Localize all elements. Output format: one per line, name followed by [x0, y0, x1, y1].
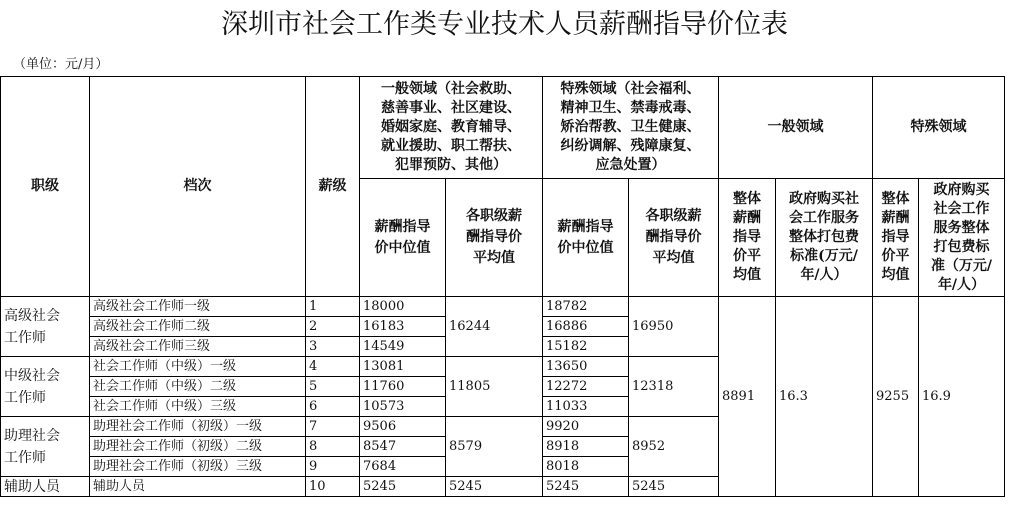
- special-median-cell: 11033: [543, 397, 629, 417]
- special-median-cell: 8918: [543, 437, 629, 457]
- general-median-cell: 11760: [360, 377, 446, 397]
- header-special-field: 特殊领域（社会福利、 精神卫生、禁毒戒毒、 矫治帮教、卫生健康、 纠纷调解、残障康复、 应急处置）: [543, 77, 719, 179]
- header-general-package: 政府购买社 会工作服务 整体打包费 标准(万元/ 年/人）: [776, 179, 873, 297]
- header-general-median: 薪酬指导 价中位值: [360, 179, 446, 297]
- grade-cell: 助理社会工作师（初级）二级: [90, 437, 306, 457]
- grade-cell: 高级社会工作师一级: [90, 297, 306, 317]
- special-level-avg-cell: 8952: [629, 417, 719, 477]
- special-median-cell: 5245: [543, 477, 629, 497]
- grade-cell: 辅助人员: [90, 477, 306, 497]
- general-median-cell: 9506: [360, 417, 446, 437]
- general-median-cell: 10573: [360, 397, 446, 417]
- special-median-cell: 15182: [543, 337, 629, 357]
- special-level-avg-cell: 12318: [629, 357, 719, 417]
- scale-cell: 7: [306, 417, 360, 437]
- general-median-cell: 8547: [360, 437, 446, 457]
- scale-cell: 3: [306, 337, 360, 357]
- header-scale: 薪级: [306, 77, 360, 297]
- header-general-level-avg: 各职级薪 酬指导价 平均值: [446, 179, 543, 297]
- header-special: 特殊领域: [873, 77, 1005, 179]
- scale-cell: 9: [306, 457, 360, 477]
- scale-cell: 8: [306, 437, 360, 457]
- special-median-cell: 13650: [543, 357, 629, 377]
- special-level-avg-cell: 16950: [629, 297, 719, 357]
- header-special-median: 薪酬指导 价中位值: [543, 179, 629, 297]
- scale-cell: 10: [306, 477, 360, 497]
- scale-cell: 1: [306, 297, 360, 317]
- special-median-cell: 18782: [543, 297, 629, 317]
- scale-cell: 4: [306, 357, 360, 377]
- general-overall-avg-cell: 8891: [719, 297, 776, 497]
- header-grade: 档次: [90, 77, 306, 297]
- special-package-cell: 16.9: [919, 297, 1005, 497]
- special-median-cell: 8018: [543, 457, 629, 477]
- header-general-overall-avg: 整体 薪酬 指导 价平 均值: [719, 179, 776, 297]
- general-level-avg-cell: 16244: [446, 297, 543, 357]
- general-median-cell: 13081: [360, 357, 446, 377]
- grade-cell: 助理社会工作师（初级）一级: [90, 417, 306, 437]
- grade-cell: 社会工作师（中级）三级: [90, 397, 306, 417]
- level-label: 助理社会 工作师: [1, 417, 90, 477]
- grade-cell: 社会工作师（中级）一级: [90, 357, 306, 377]
- unit-note: （单位：元/月）: [13, 57, 109, 72]
- grade-cell: 助理社会工作师（初级）三级: [90, 457, 306, 477]
- grade-cell: 社会工作师（中级）二级: [90, 377, 306, 397]
- grade-cell: 高级社会工作师三级: [90, 337, 306, 357]
- general-level-avg-cell: 8579: [446, 417, 543, 477]
- general-median-cell: 18000: [360, 297, 446, 317]
- general-median-cell: 16183: [360, 317, 446, 337]
- scale-cell: 5: [306, 377, 360, 397]
- page-title: 深圳市社会工作类专业技术人员薪酬指导价位表: [221, 9, 788, 40]
- header-general: 一般领域: [719, 77, 873, 179]
- header-general-field: 一般领域（社会救助、 慈善事业、社区建设、 婚姻家庭、教育辅导、 就业援助、职工帮扶、 犯罪预防、其他）: [360, 77, 543, 179]
- header-special-package: 政府购买 社会工作 服务整体 打包费标 准（万元/ 年/人）: [919, 179, 1005, 297]
- level-label: 辅助人员: [1, 477, 90, 497]
- header-special-overall-avg: 整体 薪酬 指导 价平 均值: [873, 179, 919, 297]
- special-level-avg-cell: 5245: [629, 477, 719, 497]
- grade-cell: 高级社会工作师二级: [90, 317, 306, 337]
- general-median-cell: 7684: [360, 457, 446, 477]
- general-package-cell: 16.3: [776, 297, 873, 497]
- special-median-cell: 16886: [543, 317, 629, 337]
- special-overall-avg-cell: 9255: [873, 297, 919, 497]
- special-median-cell: 12272: [543, 377, 629, 397]
- general-median-cell: 14549: [360, 337, 446, 357]
- level-label: 高级社会 工作师: [1, 297, 90, 357]
- header-special-level-avg: 各职级薪 酬指导价 平均值: [629, 179, 719, 297]
- scale-cell: 6: [306, 397, 360, 417]
- special-median-cell: 9920: [543, 417, 629, 437]
- scale-cell: 2: [306, 317, 360, 337]
- salary-table: [0, 76, 1005, 497]
- general-level-avg-cell: 5245: [446, 477, 543, 497]
- header-level: 职级: [1, 77, 90, 297]
- general-level-avg-cell: 11805: [446, 357, 543, 417]
- level-label: 中级社会 工作师: [1, 357, 90, 417]
- general-median-cell: 5245: [360, 477, 446, 497]
